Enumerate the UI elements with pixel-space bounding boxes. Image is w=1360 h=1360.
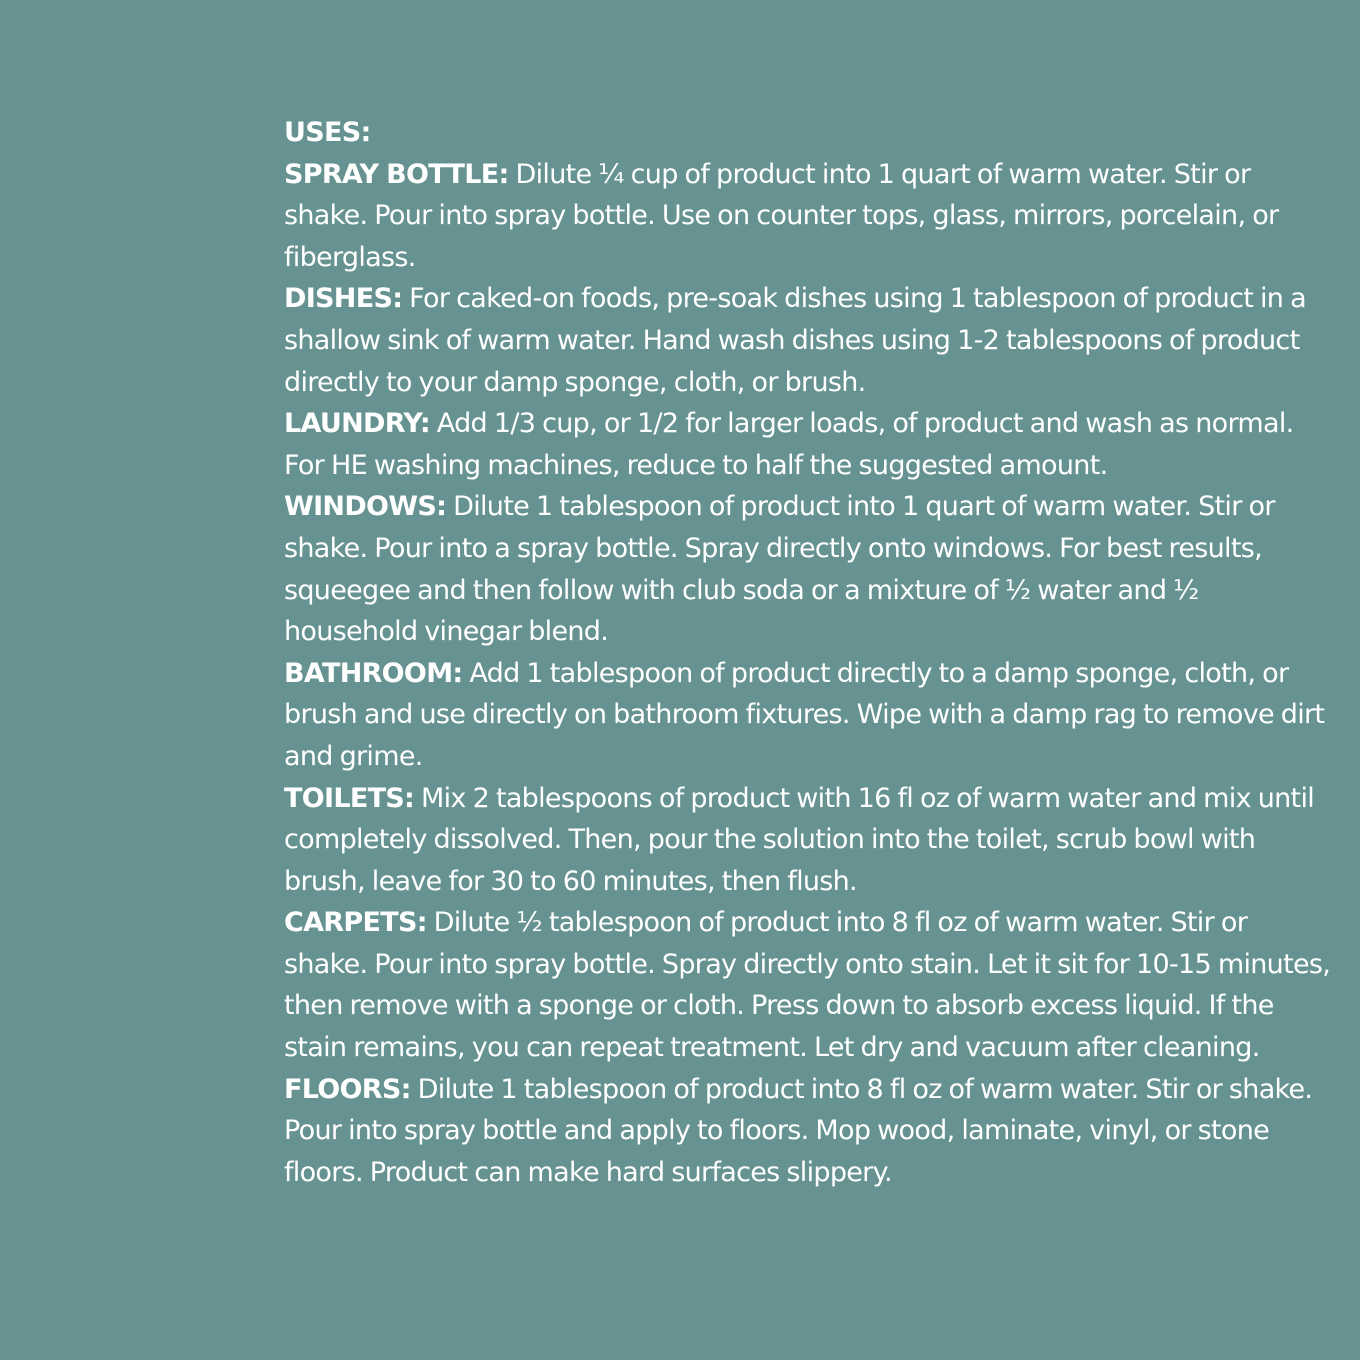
use-bathroom	[284, 653, 1334, 778]
use-text: Dilute 1 tablespoon of product into 1 quart of warm water. Stir or shake. Pour into a spray bottle. Spray directly onto windows. For best results, squeegee and then follow with club soda or a mixture of ½ water and ½ household vinegar blend.	[284, 491, 1275, 648]
use-text: Add 1/3 cup, or 1/2 for larger loads, of product and wash as normal. For HE washing machines, reduce to half the suggested amount.	[284, 408, 1294, 481]
use-text: Mix 2 tablespoons of product with 16 fl oz of warm water and mix until completely dissolved. Then, pour the solution into the toilet, scrub bowl with brush, leave for 30 to 60 minutes, then flush.	[284, 782, 1315, 897]
use-windows	[284, 486, 1334, 652]
use-label: SPRAY BOTTLE:	[284, 158, 509, 190]
use-label: BATHROOM:	[284, 657, 463, 689]
use-toilets	[284, 778, 1334, 903]
use-text: Dilute 1 tablespoon of product into 8 fl oz of warm water. Stir or shake. Pour into spray bottle and apply to floors. Mop wood, laminate, vinyl, or stone floors. Product can make hard surfaces slippery.	[284, 1073, 1313, 1188]
use-label: FLOORS:	[284, 1073, 411, 1105]
use-label: WINDOWS:	[284, 491, 447, 523]
use-text: Dilute ½ tablespoon of product into 8 fl oz of warm water. Stir or shake. Pour into spray bottle. Spray directly onto stain. Let it sit for 10-15 minutes, then remove with a sponge or cloth. Press down to absorb excess liquid. If the stain remains, you can repeat treatment. Let dry and vacuum after cleaning.	[284, 907, 1331, 1064]
uses-heading: USES:	[284, 117, 371, 148]
use-label: DISHES:	[284, 283, 403, 315]
uses-panel	[284, 112, 1334, 1193]
use-spray-bottle	[284, 154, 1334, 279]
use-label: CARPETS:	[284, 907, 427, 939]
use-text: Dilute ¼ cup of product into 1 quart of warm water. Stir or shake. Pour into spray bottle. Use on counter tops, glass, mirrors, porcelain, or fiberglass.	[284, 158, 1279, 273]
use-floors	[284, 1069, 1334, 1194]
use-text: For caked-on foods, pre-soak dishes using 1 tablespoon of product in a shallow sink of warm water. Hand wash dishes using 1-2 tablespoons of product directly to your damp sponge, cloth, or brush.	[284, 283, 1306, 398]
use-label: LAUNDRY:	[284, 408, 430, 440]
use-dishes	[284, 278, 1334, 403]
use-text: Add 1 tablespoon of product directly to a damp sponge, cloth, or brush and use directly on bathroom fixtures. Wipe with a damp rag to remove dirt and grime.	[284, 657, 1325, 772]
use-label: TOILETS:	[284, 782, 415, 814]
use-laundry	[284, 403, 1334, 486]
use-carpets	[284, 902, 1334, 1068]
